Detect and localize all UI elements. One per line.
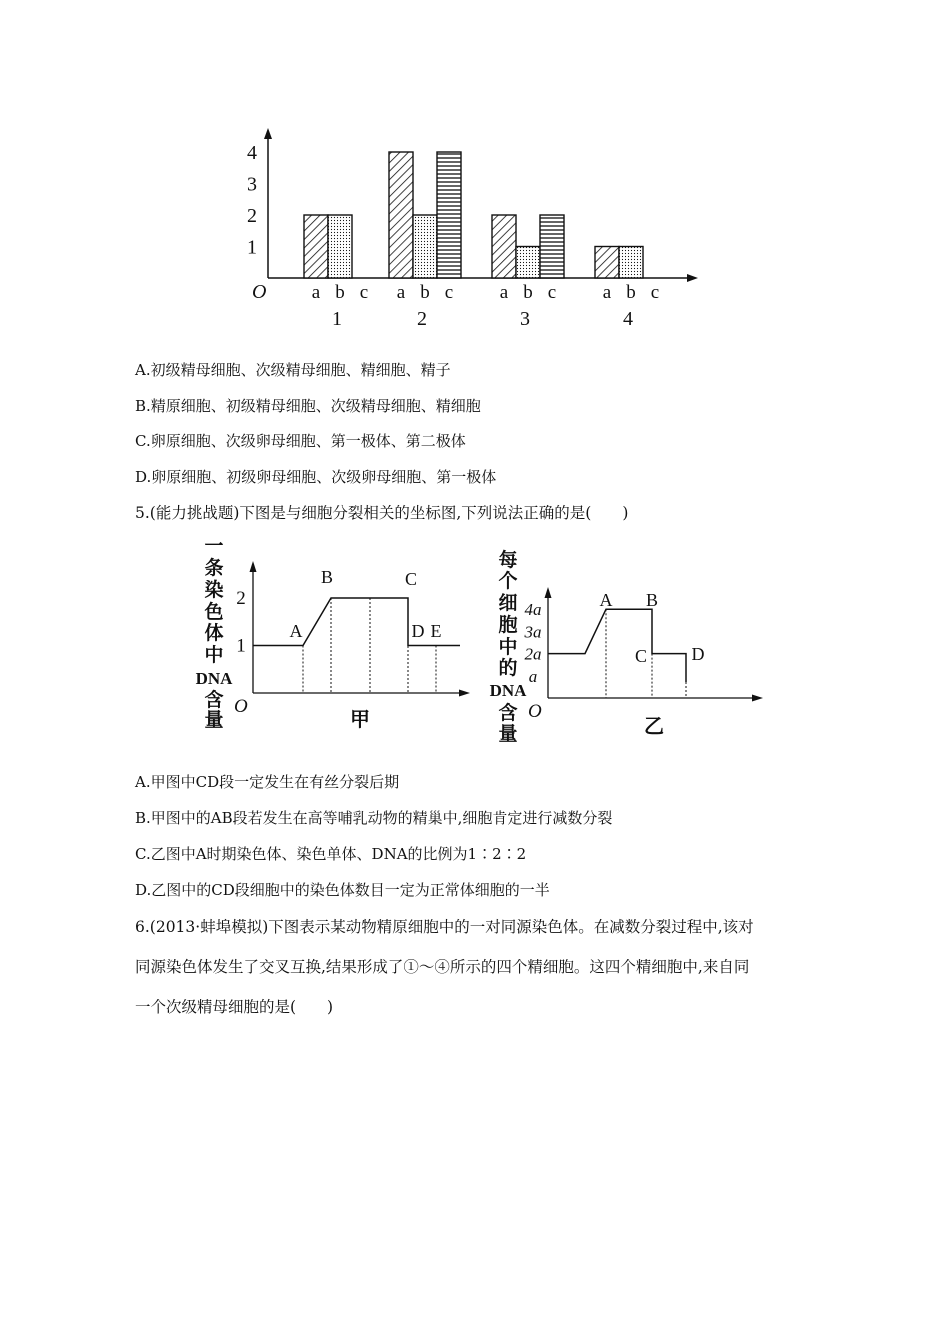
jia-ylabel-char: 中	[204, 645, 224, 666]
yi-origin-label: O	[528, 701, 542, 722]
bar-series-label: b	[335, 282, 345, 303]
yi-ylabel-char: 中	[498, 637, 518, 658]
jia-ylabel	[196, 536, 234, 731]
jia-point-label: B	[320, 567, 334, 587]
yi-ylabel	[490, 548, 528, 745]
bar-a-2	[389, 152, 413, 278]
q4-option-c: C.卵原细胞、次级卵母细胞、第一极体、第二极体	[135, 432, 466, 450]
bar-series-label: c	[650, 282, 660, 303]
jia-ytick-label: 2	[236, 588, 246, 609]
q4-option-d: D.卵原细胞、初级卵母细胞、次级卵母细胞、第一极体	[135, 468, 497, 486]
yi-line	[548, 609, 686, 682]
jia-line	[253, 598, 460, 646]
q5-stem: 5.(能力挑战题)下图是与细胞分裂相关的坐标图,下列说法正确的是( )	[135, 504, 629, 522]
yi-point-label: D	[691, 644, 705, 664]
bar-series-label: b	[626, 282, 636, 303]
bar-series-label: c	[444, 282, 454, 303]
jia-ylabel-char: 条	[204, 558, 224, 579]
yi-ylabel-char: 含	[498, 703, 518, 724]
yi-ylabel-char: 每	[498, 550, 518, 571]
yi-ylabel-char: 个	[498, 571, 518, 592]
q4-option-a: A.初级精母细胞、次级精母细胞、精细胞、精子	[135, 361, 451, 379]
bar-b-4	[619, 247, 643, 279]
yi-point-label: C	[634, 646, 648, 666]
bar-origin-label: O	[252, 281, 267, 303]
jia-caption: 甲	[350, 709, 370, 731]
bar-series-label: c	[359, 282, 369, 303]
yi-ylabel-char: 量	[498, 724, 518, 745]
yi-ytick-label: 4a	[524, 600, 542, 620]
jia-point-label: D	[411, 621, 425, 641]
bar-ytick-label: 4	[247, 142, 257, 164]
q4-option-b: B.精原细胞、初级精母细胞、次级精母细胞、精细胞	[135, 397, 481, 415]
line-charts	[0, 530, 950, 750]
yi-ytick-label: a	[528, 666, 538, 686]
yi-point-label: A	[599, 590, 613, 610]
yi-ylabel-char: 的	[498, 658, 518, 679]
jia-ylabel-char: DNA	[195, 669, 233, 688]
bar-category-label: 4	[623, 308, 633, 330]
jia-ylabel-char: 染	[204, 580, 224, 601]
yi-ytick-label: 2a	[524, 644, 542, 664]
jia-ylabel-char: 一	[204, 536, 224, 557]
jia-ylabel-char: 量	[204, 710, 224, 731]
bar-category-label: 2	[417, 308, 427, 330]
bar-a-3	[492, 215, 516, 278]
q6-line-1: 6.(2013·蚌埠模拟)下图表示某动物精原细胞中的一对同源染色体。在减数分裂过程中,该对	[135, 918, 754, 936]
bar-ytick-label: 3	[247, 173, 257, 196]
yi-ytick-label: 3a	[524, 622, 542, 642]
q5-option-d: D.乙图中的CD段细胞中的染色体数目一定为正常体细胞的一半	[135, 881, 550, 899]
q6-line-3: 一个次级精母细胞的是( )	[135, 998, 334, 1016]
bar-series-label: b	[420, 282, 430, 303]
yi-ylabel-char: DNA	[489, 681, 527, 700]
bar-c-2	[437, 152, 461, 278]
jia-point-label: A	[289, 621, 303, 641]
q5-option-b: B.甲图中的AB段若发生在高等哺乳动物的精巢中,细胞肯定进行减数分裂	[135, 809, 613, 827]
jia-point-label: E	[430, 621, 442, 641]
bar-c-3	[540, 215, 564, 278]
yi-caption: 乙	[644, 716, 664, 738]
bar-series-label: a	[396, 282, 406, 303]
yi-ylabel-char: 细	[498, 593, 518, 614]
jia-point-label: C	[404, 569, 418, 589]
bar-series-label: b	[523, 282, 533, 303]
bar-b-3	[516, 247, 540, 279]
jia-ylabel-char: 色	[204, 602, 224, 623]
bar-series-label: a	[602, 282, 612, 303]
bar-series-label: c	[547, 282, 557, 303]
bar-b-2	[413, 215, 437, 278]
q5-option-a: A.甲图中CD段一定发生在有丝分裂后期	[135, 773, 400, 791]
bar-ytick-label: 1	[247, 236, 257, 259]
jia-ylabel-char: 含	[204, 690, 224, 711]
jia-ylabel-char: 体	[204, 623, 224, 644]
bar-ytick-label: 2	[247, 205, 257, 227]
jia-ytick-label: 1	[236, 635, 246, 657]
bar-series-label: a	[311, 282, 321, 303]
jia-origin-label: O	[234, 696, 248, 717]
yi-ylabel-char: 胞	[498, 615, 518, 636]
bar-a-4	[595, 247, 619, 279]
q6-line-2: 同源染色体发生了交叉互换,结果形成了①～④所示的四个精细胞。这四个精细胞中,来自同	[135, 958, 750, 976]
bar-a-1	[304, 215, 328, 278]
bar-b-1	[328, 215, 352, 278]
yi-point-label: B	[645, 590, 659, 610]
bar-category-label: 1	[332, 308, 342, 330]
q5-option-c: C.乙图中A时期染色体、染色单体、DNA的比例为1∶2∶2	[135, 845, 527, 863]
bar-category-label: 3	[520, 308, 530, 330]
bar-series-label: a	[499, 282, 509, 303]
bar-chart	[0, 0, 950, 340]
